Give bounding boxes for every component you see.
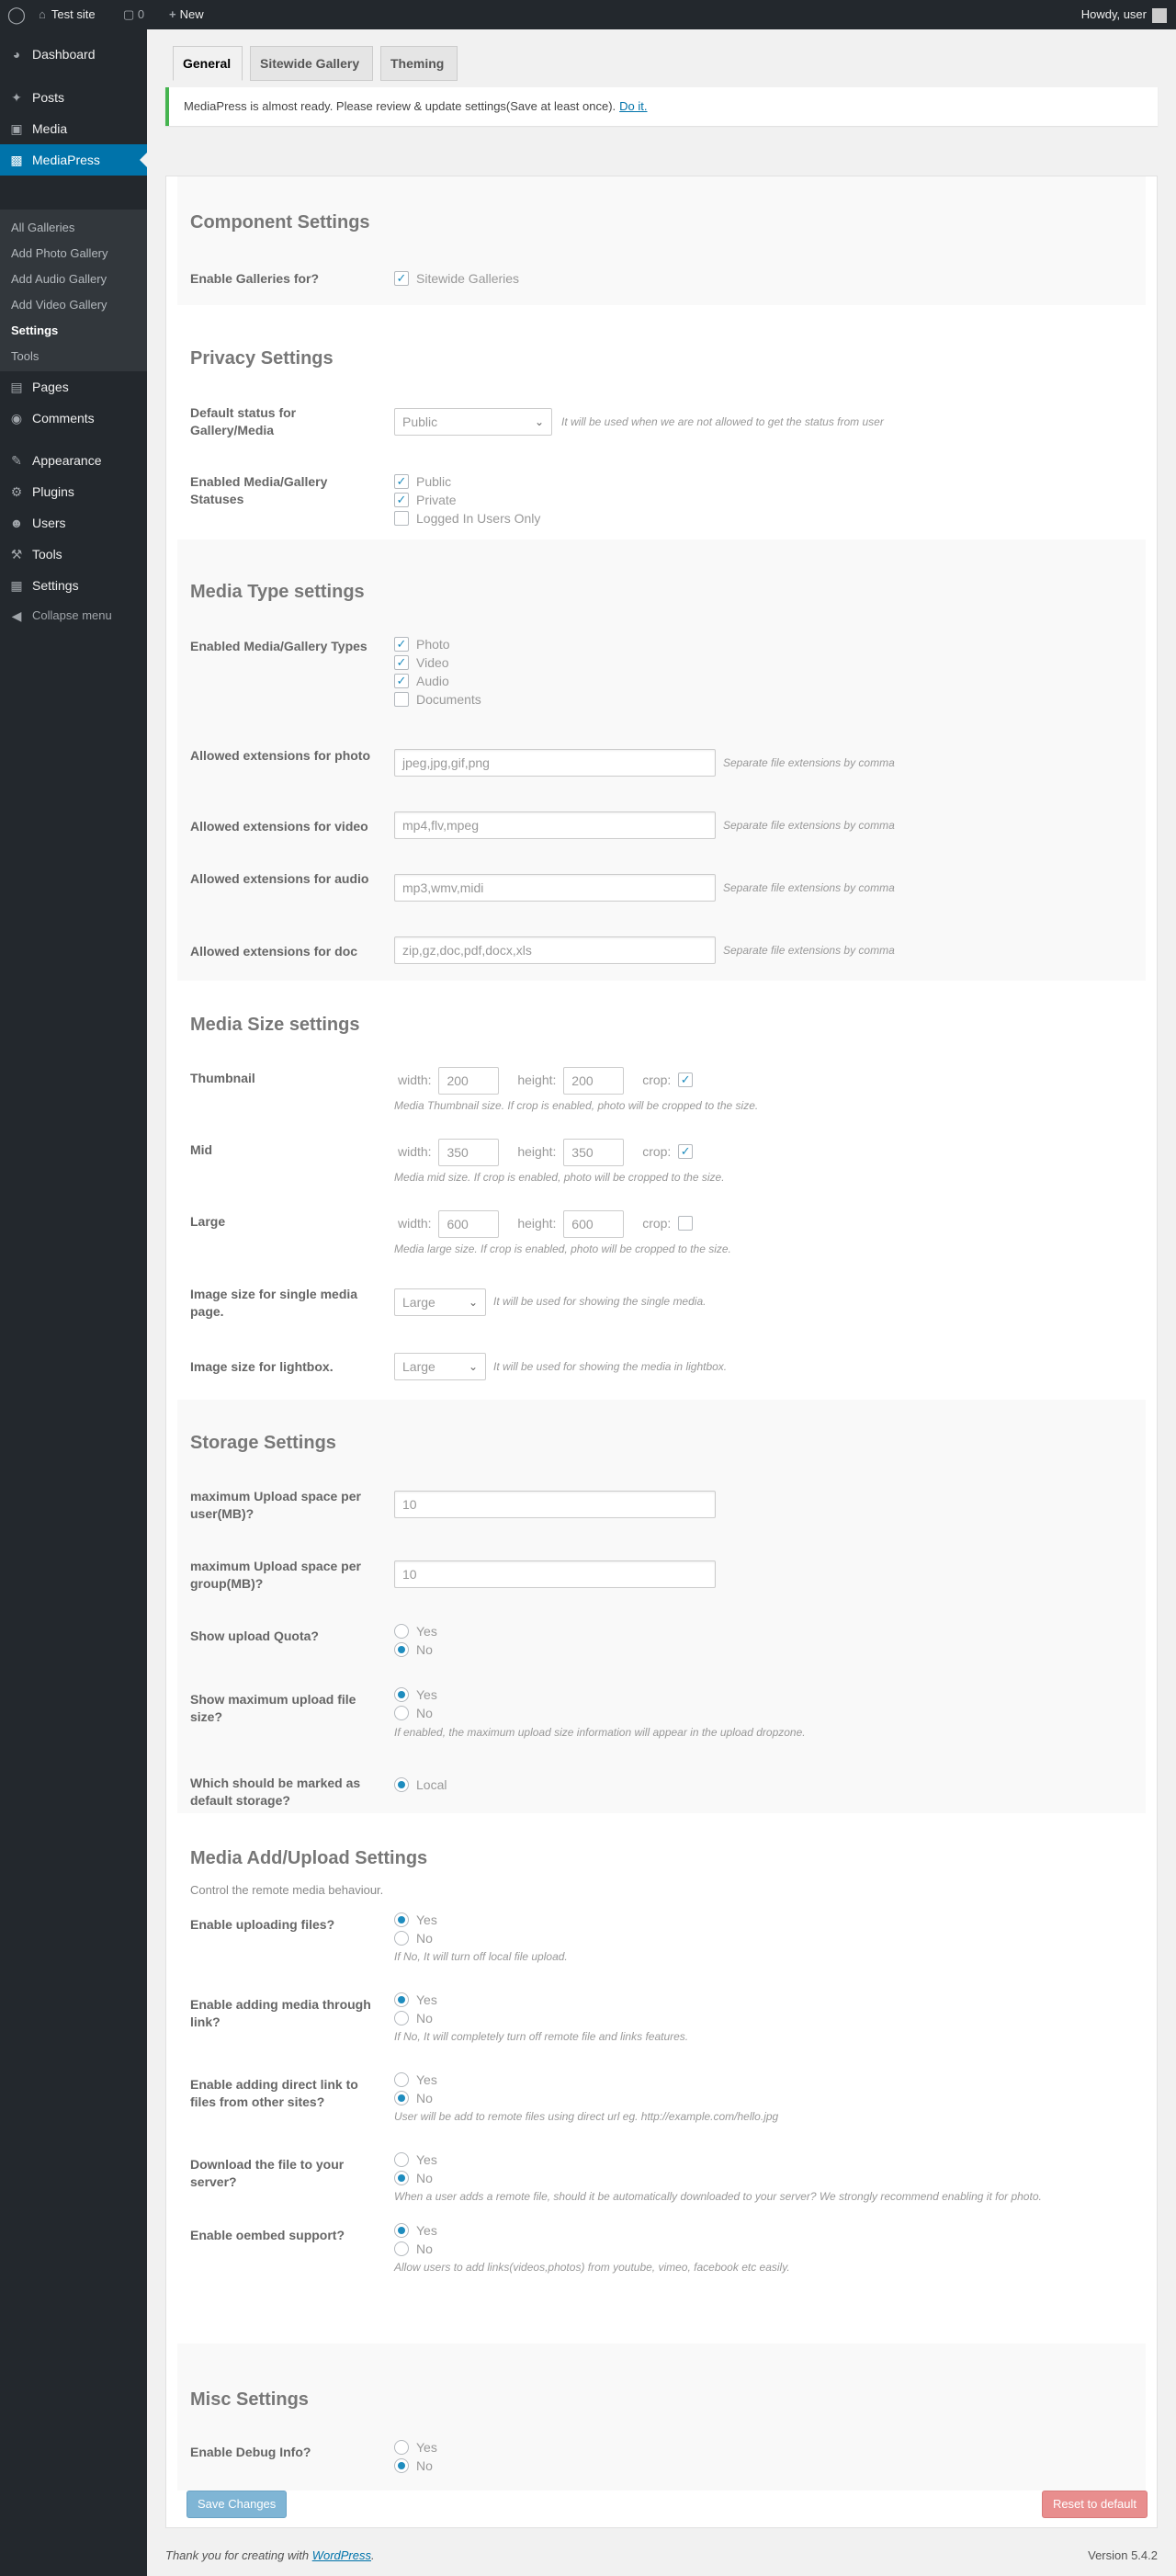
- media-size-section: [177, 981, 1146, 1400]
- enable-link-yes-radio[interactable]: Yes: [394, 1991, 437, 2009]
- checkbox-checked-icon: ✓: [394, 474, 409, 489]
- submenu-add-photo-gallery[interactable]: Add Photo Gallery: [11, 246, 108, 260]
- user-icon: ☻: [9, 516, 24, 530]
- plug-icon: ⚙: [10, 484, 23, 499]
- download-file-help: When a user adds a remote file, should it be automatically downloaded to your server? We strongly recommend enabling it for photo.: [394, 2190, 1042, 2203]
- radio-on-icon: [394, 1777, 409, 1792]
- photo-extensions-help: Separate file extensions by comma: [723, 756, 895, 769]
- user-space-label: maximum Upload space per user(MB)?: [190, 1489, 361, 1521]
- tab-sitewide-gallery[interactable]: Sitewide Gallery: [250, 46, 373, 81]
- sidebar-item-tools[interactable]: ⚒ Tools: [0, 539, 147, 570]
- mid-width-input[interactable]: 350: [438, 1139, 499, 1166]
- status-public-checkbox[interactable]: ✓ Public: [394, 472, 451, 491]
- radio-on-icon: [394, 2091, 409, 2105]
- chevron-down-icon: ⌄: [468, 1296, 478, 1309]
- debug-info-no-radio[interactable]: No: [394, 2457, 433, 2475]
- large-width-input[interactable]: 600: [438, 1210, 499, 1238]
- photo-extensions-input[interactable]: jpeg,jpg,gif,png: [394, 749, 716, 777]
- radio-off-icon: [394, 1624, 409, 1639]
- direct-link-label: Enable adding direct link to files from other sites?: [190, 2077, 358, 2109]
- single-size-help: It will be used for showing the single media.: [493, 1295, 707, 1308]
- video-extensions-input[interactable]: mp4,flv,mpeg: [394, 811, 716, 839]
- settings-panel: [165, 176, 1158, 2528]
- default-status-help: It will be used when we are not allowed to get the status from user: [561, 415, 884, 428]
- sidebar-item-settings[interactable]: ▦ Settings: [0, 570, 147, 601]
- plus-icon: +: [169, 7, 176, 21]
- direct-link-yes-radio[interactable]: Yes: [394, 2071, 437, 2089]
- video-extensions-help: Separate file extensions by comma: [723, 819, 895, 832]
- status-logged-in-checkbox[interactable]: Logged In Users Only: [394, 509, 540, 528]
- site-link[interactable]: ⌂ Test site: [39, 7, 96, 21]
- submenu-add-audio-gallery[interactable]: Add Audio Gallery: [11, 272, 107, 286]
- wordpress-logo-icon[interactable]: ◯: [6, 6, 27, 24]
- chevron-down-icon: ⌄: [468, 1360, 478, 1373]
- section-title: Privacy Settings: [190, 348, 334, 369]
- radio-on-icon: [394, 1687, 409, 1702]
- enable-link-label: Enable adding media through link?: [190, 1997, 371, 2029]
- home-icon: ⌂: [39, 7, 46, 21]
- large-label: Large: [190, 1214, 226, 1229]
- comment-icon: ◉: [10, 411, 23, 426]
- checkbox-unchecked-icon: [394, 692, 409, 707]
- admin-bar: [0, 0, 1176, 29]
- section-title: Media Type settings: [190, 582, 365, 602]
- download-file-yes-radio[interactable]: Yes: [394, 2150, 437, 2169]
- submenu-tools[interactable]: Tools: [11, 349, 40, 363]
- enable-link-no-radio[interactable]: No: [394, 2009, 433, 2027]
- sidebar-item-plugins[interactable]: ⚙ Plugins: [0, 476, 147, 507]
- collapse-icon: ◀: [11, 608, 22, 623]
- section-title: Storage Settings: [190, 1433, 336, 1453]
- comments-link[interactable]: ▢ 0: [123, 7, 145, 21]
- dashboard-icon: ◕: [12, 47, 21, 62]
- single-size-label: Image size for single media page.: [190, 1287, 358, 1319]
- mid-crop-checkbox[interactable]: ✓: [678, 1144, 693, 1159]
- enable-uploading-yes-radio[interactable]: Yes: [394, 1911, 437, 1929]
- download-file-label: Download the file to your server?: [190, 2157, 345, 2189]
- radio-on-icon: [394, 2223, 409, 2238]
- lightbox-size-help: It will be used for showing the media in lightbox.: [493, 1360, 728, 1373]
- notice-do-it-link[interactable]: Do it.: [619, 99, 648, 113]
- sitewide-galleries-checkbox[interactable]: ✓ Sitewide Galleries: [394, 269, 519, 288]
- show-max-size-help: If enabled, the maximum upload size information will appear in the upload dropzone.: [394, 1726, 806, 1739]
- save-changes-button[interactable]: Save Changes: [187, 2491, 287, 2518]
- reset-to-default-button[interactable]: Reset to default: [1042, 2491, 1148, 2518]
- group-space-input[interactable]: 10: [394, 1560, 716, 1588]
- mid-height-input[interactable]: 350: [563, 1139, 624, 1166]
- mid-help: Media mid size. If crop is enabled, photo will be cropped to the size.: [394, 1171, 725, 1184]
- checkbox-unchecked-icon: [394, 511, 409, 526]
- upload-settings-section: [177, 1813, 1146, 2274]
- section-title: Media Size settings: [190, 1015, 360, 1035]
- submenu-all-galleries[interactable]: All Galleries: [11, 221, 75, 234]
- enable-uploading-help: If No, It will turn off local file upload.: [394, 1950, 568, 1963]
- large-height-input[interactable]: 600: [563, 1210, 624, 1238]
- checkbox-checked-icon: ✓: [394, 674, 409, 688]
- sidebar-item-comments[interactable]: ◉ Comments: [0, 403, 147, 434]
- mediapress-submenu: [0, 210, 147, 371]
- type-video-checkbox[interactable]: ✓ Video: [394, 653, 449, 672]
- radio-off-icon: [394, 1706, 409, 1720]
- oembed-label: Enable oembed support?: [190, 2228, 345, 2242]
- account-menu[interactable]: Howdy, user: [1081, 0, 1167, 29]
- new-content-link[interactable]: + New: [169, 7, 204, 21]
- privacy-settings-section: [177, 305, 1146, 539]
- submenu-settings[interactable]: Settings: [11, 323, 59, 337]
- section-title: Component Settings: [190, 212, 370, 233]
- sidebar-item-media[interactable]: ▣ Media: [0, 113, 147, 144]
- media-icon: ▣: [10, 121, 23, 136]
- download-file-no-radio[interactable]: No: [394, 2169, 433, 2187]
- lightbox-size-label: Image size for lightbox.: [190, 1359, 334, 1374]
- radio-on-icon: [394, 2171, 409, 2185]
- radio-on-icon: [394, 2458, 409, 2473]
- default-status-label: Default status for Gallery/Media: [190, 405, 297, 437]
- group-space-label: maximum Upload space per group(MB)?: [190, 1559, 361, 1591]
- doc-extensions-input[interactable]: zip,gz,doc,pdf,docx,xls: [394, 936, 716, 964]
- pin-icon: ✦: [11, 90, 22, 105]
- chevron-down-icon: ⌄: [534, 415, 544, 428]
- section-title: Media Add/Upload Settings: [190, 1848, 428, 1868]
- thumbnail-height-input[interactable]: 200: [563, 1067, 624, 1095]
- type-documents-checkbox[interactable]: Documents: [394, 690, 481, 709]
- brush-icon: ✎: [11, 453, 22, 468]
- doc-extensions-help: Separate file extensions by comma: [723, 944, 895, 957]
- status-private-checkbox[interactable]: ✓ Private: [394, 491, 457, 509]
- enable-link-help: If No, It will completely turn off remote file and links features.: [394, 2030, 689, 2043]
- radio-off-icon: [394, 1931, 409, 1946]
- thumbnail-crop-checkbox[interactable]: ✓: [678, 1072, 693, 1087]
- audio-extensions-help: Separate file extensions by comma: [723, 881, 895, 894]
- enabled-statuses-label: Enabled Media/Gallery Statuses: [190, 474, 328, 506]
- default-storage-label: Which should be marked as default storage?: [190, 1776, 361, 1808]
- sidebar-item-pages[interactable]: ▤ Pages: [0, 371, 147, 403]
- direct-link-help: User will be add to remote files using direct url eg. http://example.com/hello.jpg: [394, 2110, 779, 2123]
- mid-label: Mid: [190, 1142, 213, 1157]
- enable-galleries-label: Enable Galleries for?: [190, 271, 320, 286]
- thumbnail-help: Media Thumbnail size. If crop is enabled, photo will be cropped to the size.: [394, 1099, 759, 1112]
- radio-on-icon: [394, 1992, 409, 2007]
- single-size-select[interactable]: Large ⌄: [394, 1288, 486, 1316]
- upload-section-description: Control the remote media behaviour.: [190, 1883, 384, 1897]
- large-crop-checkbox[interactable]: [678, 1216, 693, 1231]
- show-max-size-yes-radio[interactable]: Yes: [394, 1685, 437, 1704]
- storage-section: [177, 1400, 1146, 1813]
- component-settings-section: [177, 176, 1146, 305]
- storage-local-radio[interactable]: Local: [394, 1776, 447, 1794]
- avatar: [1152, 8, 1167, 23]
- section-title: Misc Settings: [190, 2389, 309, 2410]
- tab-theming[interactable]: Theming: [380, 46, 458, 81]
- radio-off-icon: [394, 2072, 409, 2087]
- oembed-yes-radio[interactable]: Yes: [394, 2221, 437, 2240]
- radio-off-icon: [394, 2440, 409, 2455]
- radio-off-icon: [394, 2241, 409, 2256]
- show-max-size-no-radio[interactable]: No: [394, 1704, 433, 1722]
- audio-extensions-input[interactable]: mp3,wmv,midi: [394, 874, 716, 902]
- type-photo-checkbox[interactable]: ✓ Photo: [394, 635, 450, 653]
- show-quota-yes-radio[interactable]: Yes: [394, 1622, 437, 1640]
- radio-off-icon: [394, 2152, 409, 2167]
- oembed-no-radio[interactable]: No: [394, 2240, 433, 2258]
- oembed-help: Allow users to add links(videos,photos) from youtube, vimeo, facebook etc easily.: [394, 2261, 790, 2274]
- wrench-icon: ⚒: [10, 547, 23, 562]
- footer-thanks: Thank you for creating with WordPress.: [165, 2548, 375, 2562]
- show-max-size-label: Show maximum upload file size?: [190, 1692, 356, 1724]
- settings-icon: ▦: [10, 578, 23, 593]
- collapse-menu-button[interactable]: ◀ Collapse menu: [0, 600, 147, 631]
- enable-uploading-label: Enable uploading files?: [190, 1917, 335, 1932]
- media-type-section: [177, 539, 1146, 981]
- footer-version: Version 5.4.2: [1088, 2548, 1158, 2562]
- show-quota-label: Show upload Quota?: [190, 1628, 319, 1643]
- audio-extensions-label: Allowed extensions for audio: [190, 871, 369, 886]
- enable-uploading-no-radio[interactable]: No: [394, 1929, 433, 1947]
- show-quota-no-radio[interactable]: No: [394, 1640, 433, 1659]
- checkbox-checked-icon: ✓: [394, 271, 409, 286]
- lightbox-size-select[interactable]: Large ⌄: [394, 1353, 486, 1380]
- large-help: Media large size. If crop is enabled, photo will be cropped to the size.: [394, 1243, 731, 1255]
- debug-info-label: Enable Debug Info?: [190, 2445, 311, 2459]
- tab-general[interactable]: General: [173, 46, 243, 81]
- checkbox-checked-icon: ✓: [394, 655, 409, 670]
- radio-on-icon: [394, 1642, 409, 1657]
- comment-icon: ▢: [123, 7, 135, 21]
- wordpress-link[interactable]: WordPress: [311, 2548, 371, 2562]
- large-size-row: width: 600 height: 600 crop:: [394, 1209, 700, 1237]
- misc-settings-section: [177, 2343, 1146, 2491]
- enabled-types-label: Enabled Media/Gallery Types: [190, 639, 368, 653]
- user-space-input[interactable]: 10: [394, 1491, 716, 1518]
- thumbnail-label: Thumbnail: [190, 1071, 255, 1085]
- sidebar-item-users[interactable]: ☻ Users: [0, 507, 147, 539]
- sidebar-item-posts[interactable]: ✦ Posts: [0, 82, 147, 113]
- admin-sidebar: [0, 29, 147, 2576]
- thumbnail-size-row: width: 200 height: 200 crop: ✓: [394, 1066, 700, 1094]
- checkbox-checked-icon: ✓: [394, 637, 409, 652]
- type-audio-checkbox[interactable]: ✓ Audio: [394, 672, 449, 690]
- direct-link-no-radio[interactable]: No: [394, 2089, 433, 2107]
- sidebar-item-dashboard[interactable]: ◕ Dashboard: [0, 39, 147, 70]
- sidebar-item-appearance[interactable]: ✎ Appearance: [0, 445, 147, 476]
- radio-off-icon: [394, 2011, 409, 2026]
- default-status-select[interactable]: Public ⌄: [394, 408, 552, 436]
- sidebar-item-mediapress[interactable]: ▩ MediaPress: [0, 144, 147, 176]
- camera-icon: ▩: [10, 153, 23, 167]
- page-icon: ▤: [10, 380, 23, 394]
- radio-on-icon: [394, 1912, 409, 1927]
- doc-extensions-label: Allowed extensions for doc: [190, 944, 358, 959]
- photo-extensions-label: Allowed extensions for photo: [190, 748, 371, 763]
- setup-notice: MediaPress is almost ready. Please review & update settings(Save at least once). Do it.: [165, 87, 1158, 126]
- submenu-add-video-gallery[interactable]: Add Video Gallery: [11, 298, 107, 312]
- checkbox-checked-icon: ✓: [394, 493, 409, 507]
- debug-info-yes-radio[interactable]: Yes: [394, 2438, 437, 2457]
- thumbnail-width-input[interactable]: 200: [438, 1067, 499, 1095]
- mid-size-row: width: 350 height: 350 crop: ✓: [394, 1138, 700, 1165]
- video-extensions-label: Allowed extensions for video: [190, 819, 368, 834]
